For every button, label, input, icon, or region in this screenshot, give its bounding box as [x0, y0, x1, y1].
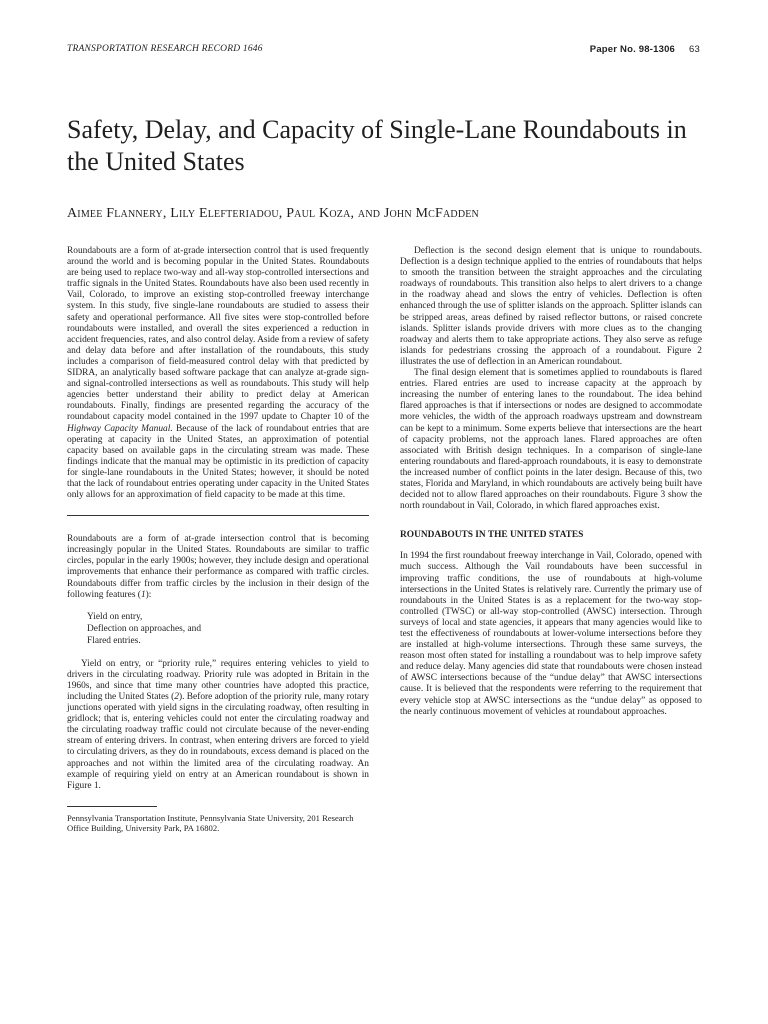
affiliation-text: Pennsylvania Transportation Institute, Pennsylvania State University, 201 Research Office Building, University Park, PA 16802.: [67, 812, 354, 834]
yield-text-a: Yield on entry, or “priority rule,” requires entering vehicles to yield to drivers in the circulating roadway. Priority rule was adopted in Britain in the 1960s, and since that time many other countries have adopted this practice, including the United States (: [67, 658, 369, 702]
footnote-rule: [67, 806, 157, 807]
abstract-manual-title: Highway Capacity Manual.: [67, 423, 173, 434]
right-column: [400, 246, 702, 718]
yield-citation: 2: [174, 692, 179, 702]
paper-number: Paper No. 98-1306: [589, 44, 676, 55]
intro-citation: 1: [140, 589, 146, 600]
intro-text-a: Roundabouts are a form of at-grade intersection control that is becoming increasingly popular in the United States. Roundabouts are similar to traffic circles, popular in the early 1900s; however, they include design and operational improvements that enhance their performance as compared with traffic circles. Roundabouts differ from traffic circles by the inclusion in their design of the following features (: [67, 534, 369, 600]
feature-item: Deflection on approaches, and: [87, 623, 202, 634]
us-paragraph: In 1994 the first roundabout freeway interchange in Vail, Colorado, opened with much success. Although the Vail roundabouts have been successful in improving traffic conditions, the use of roundabouts at high-volume intersections in the United States is relatively rare. Currently the primary use of roundabouts in the United States is as a replacement for the two-way stop-controlled (TWSC) or all-way stop-controlled (AWSC) intersection. Through surveys of local and state agencies, it appears that many agencies would like to test the effectiveness of roundabouts at lower-volume intersections before they are installed at high-volume intersections. Through these same surveys, the reason most often stated for installing a roundabout was to help improve safety and reduce delay. Many agencies did state that roundabouts were chosen instead of AWSC intersections because of the “undue delay” that AWSC intersections cause. It is believed that the respondents were referring to the requirement that every vehicle stop at AWSC intersections as the “undue delay” as opposed to the nearly continuous movement of vehicles at roundabout approaches.: [400, 551, 702, 717]
affiliation-footnote: [67, 806, 369, 834]
section-heading: ROUNDABOUTS IN THE UNITED STATES: [400, 530, 584, 541]
feature-item: Flared entries.: [87, 635, 141, 646]
abstract-text: [67, 246, 369, 501]
intro-paragraph: [67, 534, 369, 601]
page-number: 63: [689, 44, 700, 55]
journal-name: TRANSPORTATION RESEARCH RECORD 1646: [67, 44, 263, 54]
deflection-paragraph: Deflection is the second design element that is unique to roundabouts. Deflection is a design technique applied to the entries of roundabouts that helps to smooth the transition between the straight approaches and the circulating roadways of roundabouts. This transition also helps to alert drivers to a change in the roadway ahead and slows the entry of vehicles. Deflection is often enhanced through the use of splitter islands on the approach. Splitter islands can be stripped areas, areas defined by raised reflector buttons, or raised concrete islands. Splitter islands provide drivers with more clues as to the changing roadway and alerts them to take appropriate actions. They also serve as refuge islands for pedestrians crossing the approach of a roundabout. Figure 2 illustrates the use of deflection in an American roundabout.: [400, 246, 702, 367]
yield-paragraph: [67, 659, 369, 792]
abstract-part-1: Roundabouts are a form of at-grade intersection control that is used frequently around the world and is becoming popular in the United States. Roundabouts are being used to replace two-way and all-way stop-controlled intersections and traffic signals in the United States. Roundabouts have also been used recently in Vail, Colorado, to improve an existing stop-controlled freeway interchange system. In this study, five single-lane roundabouts are studied to assess their safety and operational performance. All five sites were stop-controlled before roundabouts were installed, and overall the sites experienced a reduction in accident frequencies, rates, and also control delay. Aside from a review of safety and delay data before and after installation of the roundabouts, this study includes a comparison of field-measured control delay with that predicted by SIDRA, an analytically based software package that can analyze at-grade sign- and signal-controlled intersections as well as roundabouts. This study will help agencies better understand their ability to predict delay at American roundabouts. Finally, findings are presented regarding the accuracy of the roundabout capacity model contained in the 1997 update to Chapter 10 of the: [67, 246, 369, 423]
abstract-part-2: Because of the lack of roundabout entries that are operating at capacity in the United States, an approximation of potential capacity based on available gaps in the circulating stream was made. These findings indicate that the manual may be optimistic in its prediction of capacity for single-lane roundabouts in the United States; however, it should be noted that the lack of roundabout entries operating under capacity in the United States only allows for an approximation of field capacity to be made at this time.: [67, 423, 369, 501]
feature-item: Yield on entry,: [87, 611, 143, 622]
abstract: [67, 246, 369, 516]
yield-text-b: ). Before adoption of the priority rule, many rotary junctions operated with yield signs in the circulating roadway, often resulting in gridlock; that is, entering vehicles could not enter the circulating roadway and the circulating roadway traffic could not circulate because of the never-ending stream of entering drivers. In contrast, when entering drivers are forced to yield to circulating drivers, as they do in roundabouts, excess demand is placed on the approaches and not within the limited area of the circulating roadway. An example of requiring yield on entry at an American roundabout is shown in Figure 1.: [67, 692, 370, 791]
feature-list: [87, 611, 369, 647]
paper-title: Safety, Delay, and Capacity of Single-Lane Roundabouts in the United States: [67, 115, 687, 176]
intro-text-b: ):: [145, 589, 152, 600]
paper-info: [590, 44, 700, 55]
flared-paragraph: The final design element that is sometimes applied to roundabouts is flared entries. Flared entries are used to increase capacity at the approach by increasing the number of entering lanes to the roundabout. The idea behind flared approaches is that if intersections or nodes are designed to accommodate more vehicles, the width of the approach roadways upstream and downstream can be kept to a minimum. Some experts believe that intersections are the heart of capacity problems, not the approach lanes. Flared approaches are often associated with British design techniques. In a comparison of single-lane entering roundabouts and flared-approach roundabouts, it is easy to demonstrate the increased number of conflict points in the later design. Because of this, two states, Florida and Maryland, in which roundabouts are actively being built have decided not to allow flared approaches on their roundabouts. Figure 3 show the north roundabout in Vail, Colorado, in which flared approaches exist.: [400, 368, 702, 512]
author-list: Aimee Flannery, Lily Elefteriadou, Paul Koza, and John McFadden: [67, 206, 479, 221]
left-column: [67, 246, 369, 834]
